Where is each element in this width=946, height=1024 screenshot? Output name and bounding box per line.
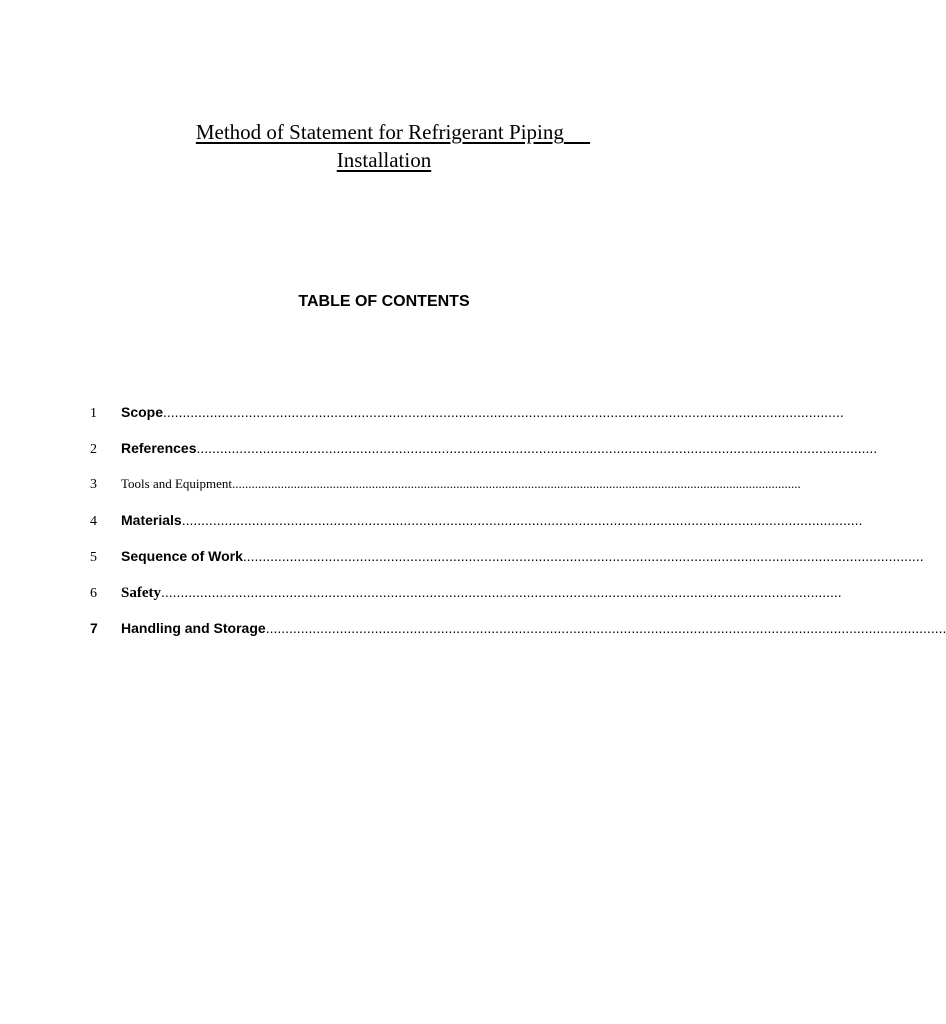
toc-entry-label: References: [121, 440, 197, 456]
toc-entry-tools-and-equipment[interactable]: [90, 476, 801, 512]
toc-entry-references[interactable]: [90, 440, 878, 476]
toc-entry-text: [121, 512, 863, 528]
toc-entry-label: Tools and Equipment: [121, 476, 233, 491]
toc-entry-number: 1: [90, 406, 97, 421]
toc-heading: TABLE OF CONTENTS: [298, 293, 470, 310]
toc-entry-text: [121, 548, 924, 564]
toc-list: [90, 404, 946, 656]
toc-leader-dots: ...............................................................................................................................................................................: [242, 548, 924, 564]
toc-entry-sequence-of-work[interactable]: [90, 548, 924, 584]
toc-entry-handling-and-storage[interactable]: [90, 620, 946, 656]
toc-leader-dots: ...............................................................................................................................................................................: [232, 476, 801, 491]
toc-entry-number: 2: [90, 442, 97, 457]
toc-entry-text: [121, 620, 946, 636]
toc-entry-text: [121, 404, 844, 420]
toc-entry-text: [121, 440, 878, 456]
toc-entry-number: 5: [90, 550, 97, 565]
toc-entry-text: [121, 584, 842, 602]
toc-entry-label: Sequence of Work: [121, 548, 243, 564]
toc-entry-scope[interactable]: [90, 404, 844, 440]
toc-leader-dots: ...............................................................................................................................................................................: [265, 620, 946, 636]
toc-entry-label: Scope: [121, 404, 164, 420]
toc-leader-dots: ...............................................................................................................................................................................: [163, 404, 844, 420]
toc-entry-label: Handling and Storage: [121, 620, 266, 636]
toc-entry-label: Materials: [121, 512, 182, 528]
toc-leader-dots: ...............................................................................................................................................................................: [181, 512, 863, 528]
toc-entry-number: 7: [90, 620, 98, 636]
document-title-line-1: [0, 118, 768, 146]
toc-entry-number: 3: [90, 477, 97, 492]
toc-entry-safety[interactable]: [90, 584, 842, 620]
toc-leader-dots: ...............................................................................................................................................................................: [161, 584, 842, 600]
document-title: [0, 118, 768, 174]
toc-entry-text: [121, 476, 801, 492]
toc-entry-number: 6: [90, 586, 97, 601]
document-title-line-1-text: Method of Statement for Refrigerant Piping: [195, 120, 564, 144]
toc-leader-dots: ...............................................................................................................................................................................: [196, 440, 878, 456]
toc-entry-label: Safety: [121, 585, 161, 601]
toc-entry-materials[interactable]: [90, 512, 863, 548]
toc-entry-number: 4: [90, 514, 97, 529]
document-title-line-2: Installation: [336, 148, 432, 172]
